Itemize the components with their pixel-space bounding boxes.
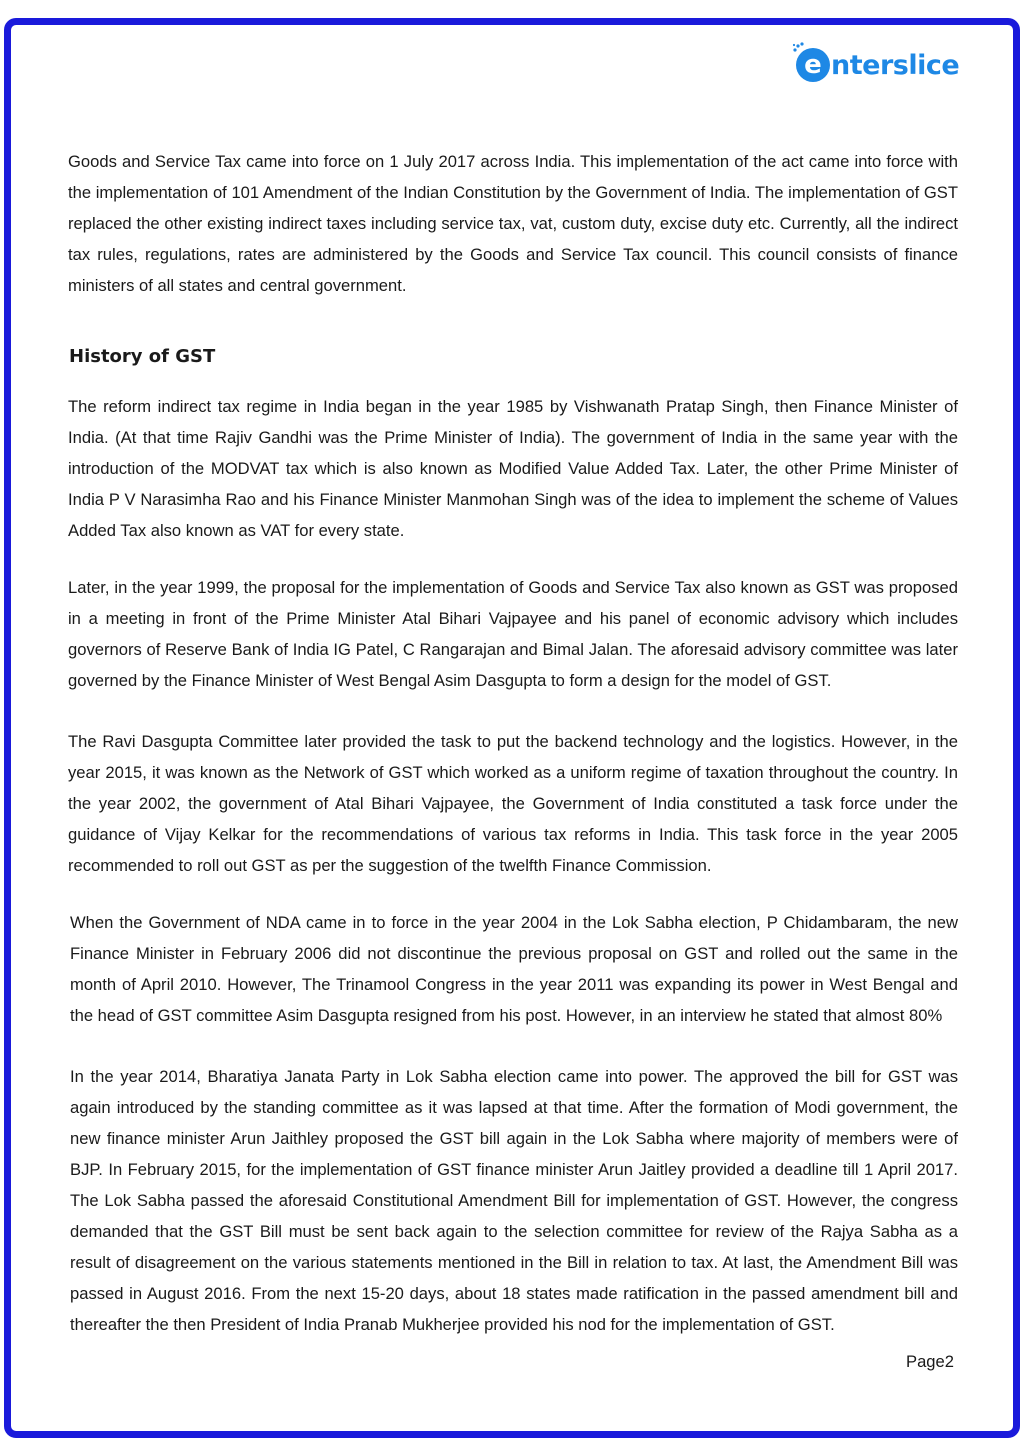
history-paragraph-4: When the Government of NDA came in to force in the year 2004 in the Lok Sabha election, P Chidambaram, the new Finance Minister in February 2006 did not discontinue the previous proposal on GST and rolled out the same in the month of April 2010. However, The Trinamool Congress in the year 2011 was expanding its power in West Bengal and the head of GST committee Asim Dasgupta resigned from his post. However, in an interview he stated that almost 80%	[70, 913, 958, 1025]
logo-letter: e	[804, 50, 822, 80]
enterslice-logo	[796, 42, 959, 88]
history-paragraph-3: The Ravi Dasgupta Committee later provided the task to put the backend technology and the logistics. However, in the year 2015, it was known as the Network of GST which worked as a uniform regime of taxation throughout the country. In the year 2002, the government of Atal Bihari Vajpayee, the Government of India constituted a task force under the guidance of Vijay Kelkar for the recommendations of various tax reforms in India. This task force in the year 2005 recommended to roll out GST as per the suggestion of the twelfth Finance Commission.	[68, 732, 958, 875]
page-number: Page2	[906, 1352, 954, 1371]
main-content	[68, 146, 958, 1340]
intro-paragraph: Goods and Service Tax came into force on 1 July 2017 across India. This implementation of the act came into force with the implementation of 101 Amendment of the Indian Constitution by the Government of India. The implementation of GST replaced the other existing indirect taxes including service tax, vat, custom duty, excise duty etc. Currently, all the indirect tax rules, regulations, rates are administered by the Goods and Service Tax council. This council consists of finance ministers of all states and central government.	[68, 152, 958, 295]
history-paragraph-5: In the year 2014, Bharatiya Janata Party in Lok Sabha election came into power. The approved the bill for GST was again introduced by the standing committee as it was lapsed at that time. After the formation of Modi government, the new finance minister Arun Jaithley proposed the GST bill again in the Lok Sabha where majority of members were of BJP. In February 2015, for the implementation of GST finance minister Arun Jaitley provided a deadline till 1 April 2017. The Lok Sabha passed the aforesaid Constitutional Amendment Bill for implementation of GST. However, the congress demanded that the GST Bill must be sent back again to the selection committee for review of the Rajya Sabha as a result of disagreement on the various statements mentioned in the Bill in relation to tax. At last, the Amendment Bill was passed in August 2016. From the next 15-20 days, about 18 states made ratification in the passed amendment bill and thereafter the then President of India Pranab Mukherjee provided his nod for the implementation of GST.	[70, 1067, 958, 1334]
logo-e-badge	[796, 48, 830, 82]
logo-dots-icon	[792, 42, 806, 56]
section-heading: History of GST	[69, 346, 216, 367]
history-paragraph-2: Later, in the year 1999, the proposal for the implementation of Goods and Service Tax also known as GST was proposed in a meeting in front of the Prime Minister Atal Bihari Vajpayee and his panel of economic advisory which includes governors of Reserve Bank of India IG Patel, C Rangarajan and Bimal Jalan. The aforesaid advisory committee was later governed by the Finance Minister of West Bengal Asim Dasgupta to form a design for the model of GST.	[68, 578, 958, 690]
history-paragraph-1: The reform indirect tax regime in India began in the year 1985 by Vishwanath Pratap Singh, then Finance Minister of India. (At that time Rajiv Gandhi was the Prime Minister of India). The government of India in the same year with the introduction of the MODVAT tax which is also known as Modified Value Added Tax. Later, the other Prime Minister of India P V Narasimha Rao and his Finance Minister Manmohan Singh was of the idea to implement the scheme of Values Added Tax also known as VAT for every state.	[68, 397, 958, 540]
logo-text: nterslice	[831, 49, 960, 81]
